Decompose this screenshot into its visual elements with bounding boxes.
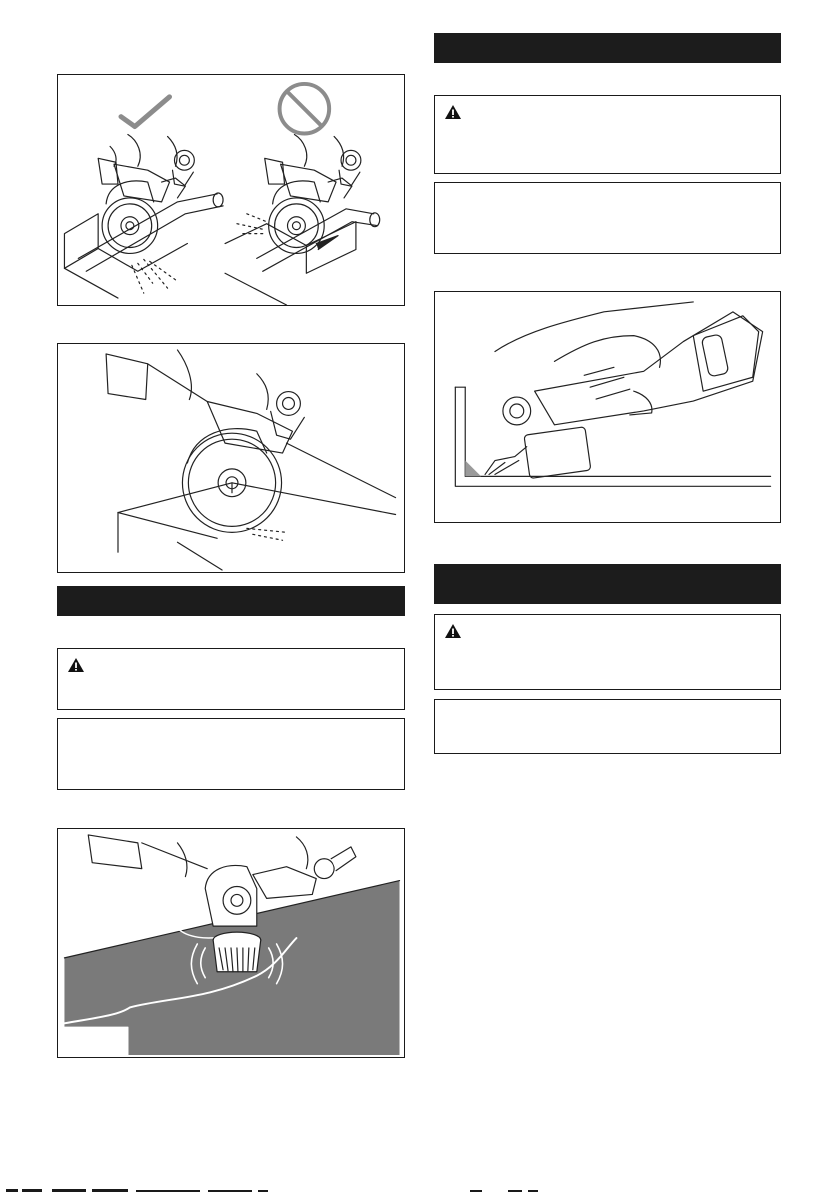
figure-wire-brush	[57, 828, 405, 1058]
incorrect-cut-illustration	[225, 134, 380, 305]
warning-triangle-icon	[444, 104, 462, 120]
figure-pipe-cutting-correct-incorrect	[57, 74, 405, 306]
warning-box-right-bottom	[434, 614, 781, 690]
warning-box-left	[57, 648, 405, 710]
figure-corner-cutting	[434, 291, 781, 523]
section-heading-bar-left	[57, 586, 405, 616]
section-heading-bar-right-bottom	[434, 564, 781, 604]
warning-triangle-icon	[444, 623, 462, 639]
section-heading-bar-right-top	[434, 33, 781, 63]
cropped-footer-strip	[0, 1184, 840, 1192]
warning-box-right-top	[434, 95, 781, 174]
notice-box-left	[57, 718, 405, 790]
notice-box-right-bottom	[434, 699, 781, 754]
prohibition-icon	[280, 84, 330, 134]
figure-block-cutting	[57, 343, 405, 573]
correct-cut-illustration	[64, 134, 223, 298]
notice-box-right-top	[434, 182, 781, 254]
warning-triangle-icon	[67, 657, 85, 673]
check-mark-icon	[121, 97, 170, 127]
